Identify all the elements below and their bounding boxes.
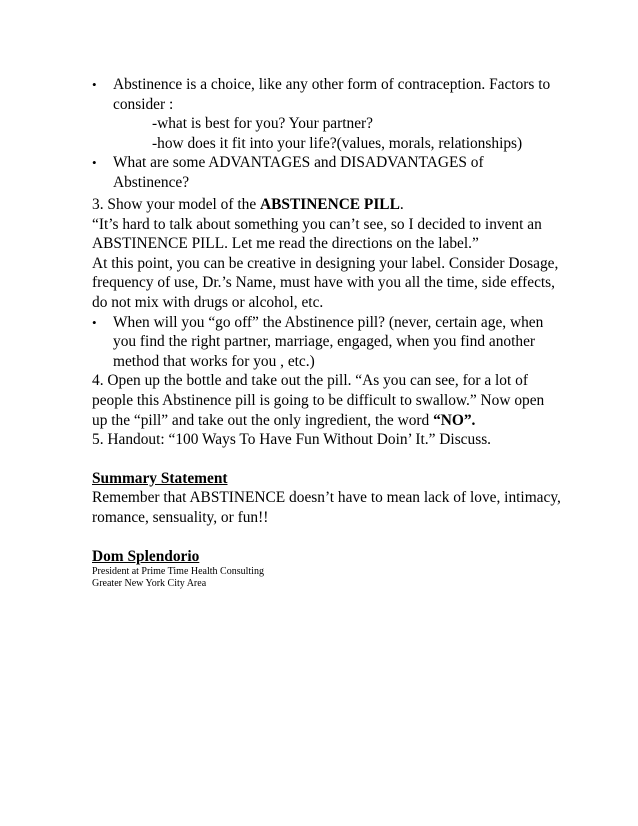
bullet-advantages (92, 153, 562, 192)
summary-text: Remember that ABSTINENCE doesn’t have to mean lack of love, intimacy, romance, sensuality, or fun!! (92, 489, 561, 526)
bullet-text: • What are some ADVANTAGES and DISADVANTAGES of Abstinence? (113, 154, 484, 191)
step-4: 4. Open up the bottle and take out the pill. “As you can see, for a lot of people this Abstinence pill is going to be difficult to swallow.” Now open up the “pill” and take out the only ingredient, the word “NO”. (92, 372, 545, 429)
bullet-text: • When will you “go off” the Abstinence pill? (never, certain age, when you find the right partner, marriage, engaged, when you find another method that works for you , etc.) (113, 313, 544, 370)
summary-heading: Summary Statement (92, 469, 228, 487)
bullet-go-off (92, 313, 562, 372)
steps-section (92, 195, 562, 590)
step-3-creative: At this point, you can be creative in designing your label. Consider Dosage, frequency of use, Dr.’s Name, must have with you all the time, side effects, do not mix with drugs or alcohol, etc. (92, 254, 559, 311)
bullet-text: • Abstinence is a choice, like any other form of contraception. Factors to consider : (113, 76, 551, 113)
author-name: Dom Splendorio (92, 547, 200, 565)
step-5: 5. Handout: “100 Ways To Have Fun Without Doin’ It.” Discuss. (92, 431, 492, 449)
sub-item-fit-into-life: -how does it fit into your life?(values, morals, relationships) (152, 134, 523, 152)
author-title: President at Prime Time Health Consulting (92, 566, 264, 578)
step-3-quote: “It’s hard to talk about something you can’t see, so I decided to invent an ABSTINENCE PILL. Let me read the directions on the label.” (92, 215, 542, 253)
author-location: Greater New York City Area (92, 578, 207, 590)
sub-item-best-for-you: -what is best for you? Your partner? (152, 115, 373, 133)
bullet-abstinence-choice (92, 75, 562, 153)
step-3-heading: 3. Show your model of the ABSTINENCE PILL. (92, 196, 404, 213)
intro-bullets (92, 75, 562, 193)
